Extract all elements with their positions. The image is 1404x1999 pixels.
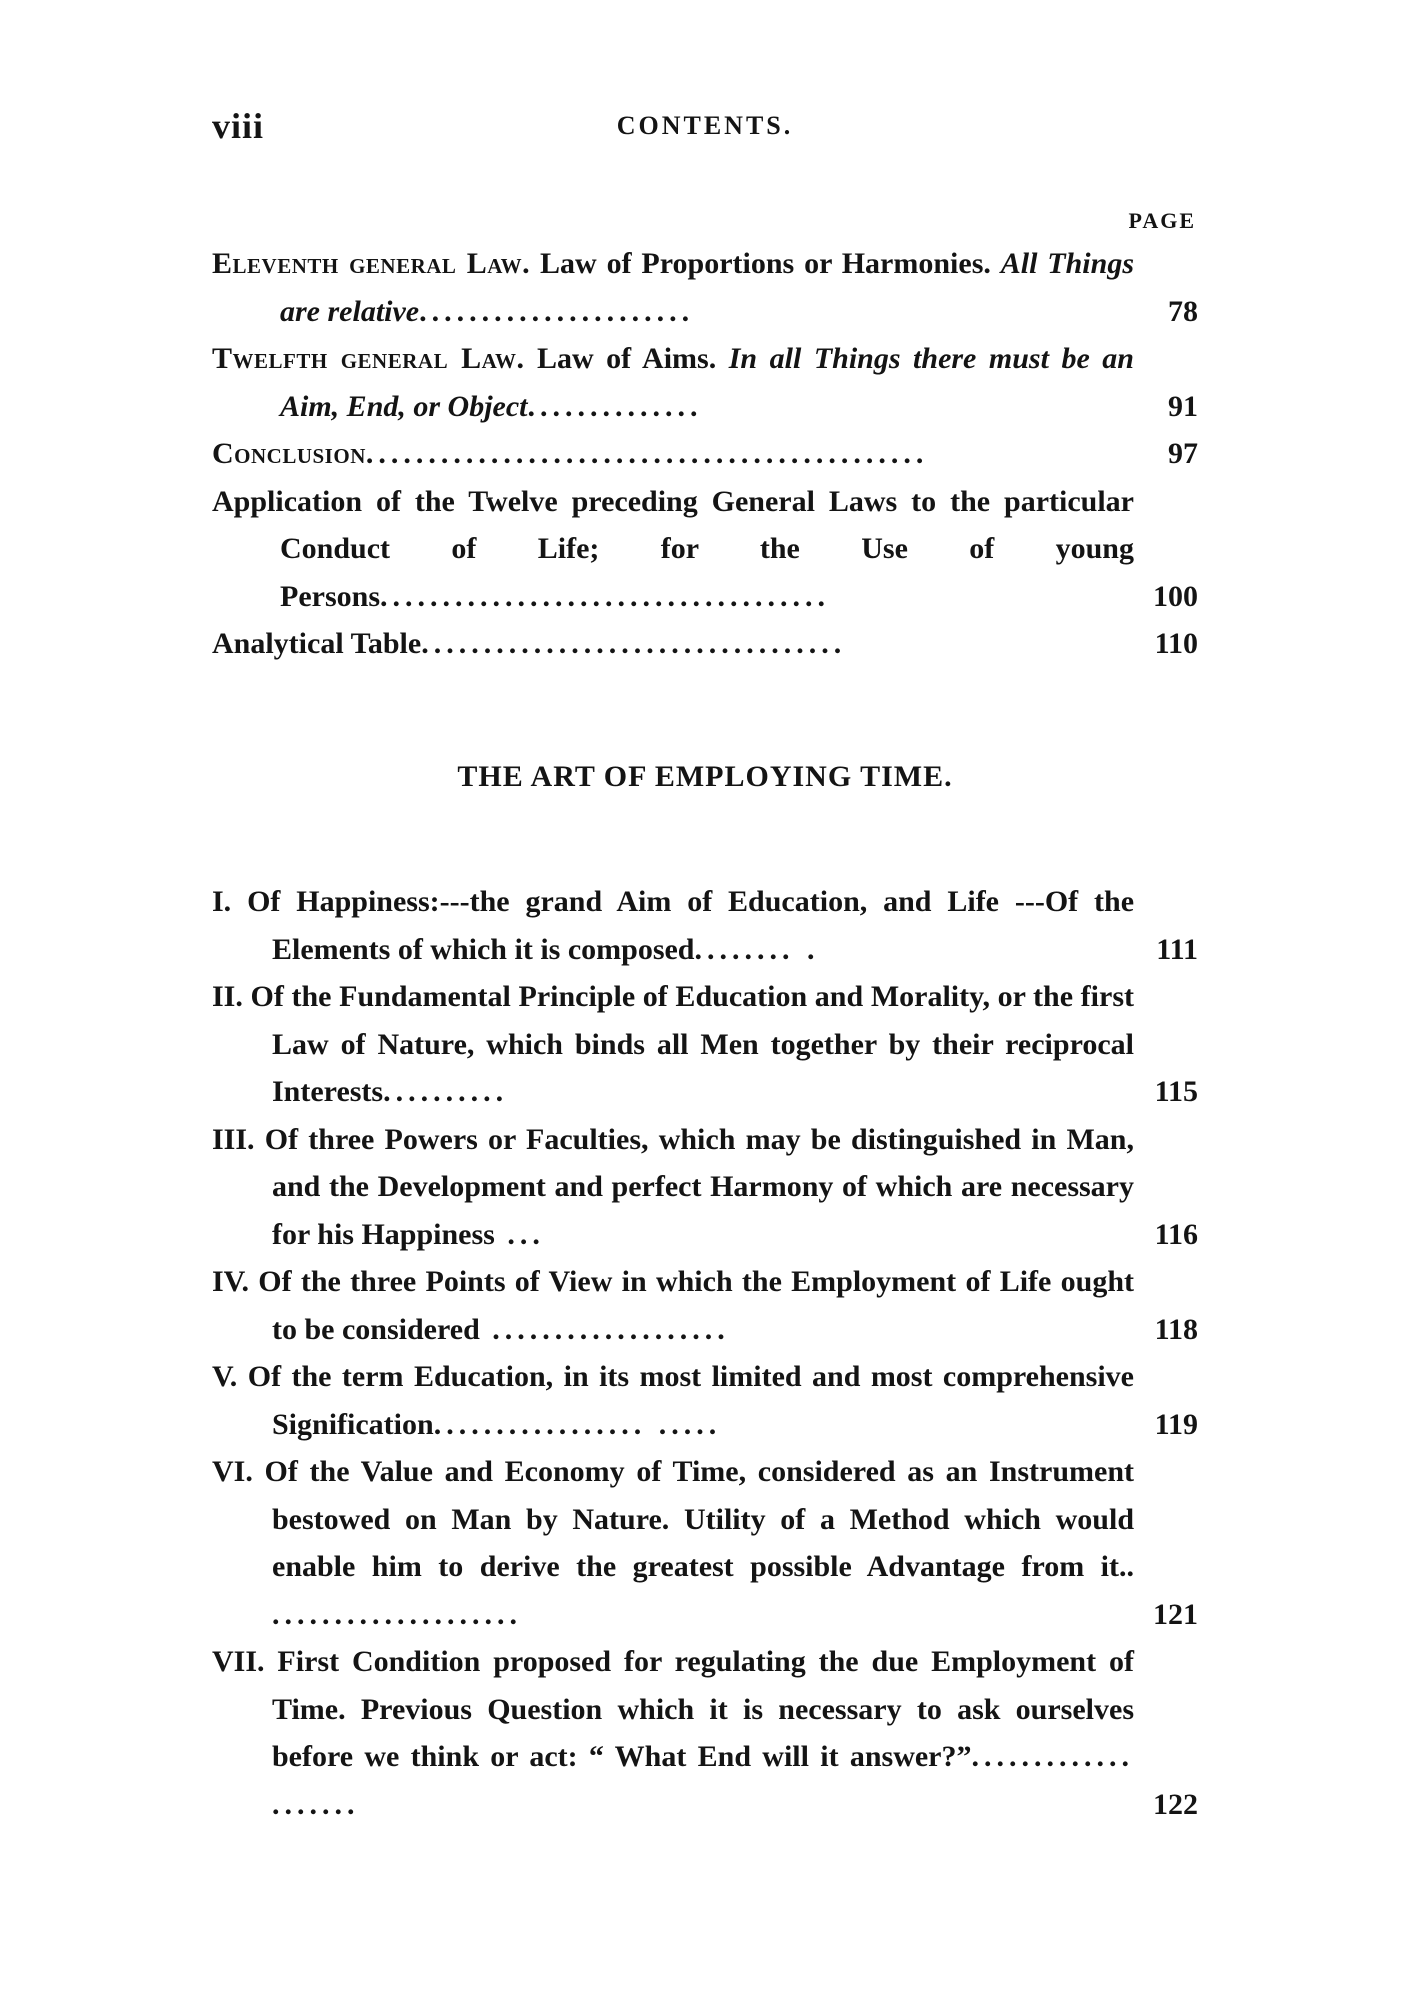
entry-text: Application of the Twelve preceding General Laws to the particular Conduct of Life; for the Use of young Persons bbox=[212, 484, 1134, 613]
entry-page: 116 bbox=[1154, 1217, 1198, 1251]
entry-number: II. bbox=[212, 980, 243, 1013]
page-column-label: PAGE bbox=[1128, 208, 1196, 233]
entry-text: Of the three Points of View in which the Employment of Life ought to be considered bbox=[258, 1265, 1134, 1346]
entry-text: Of the term Education, in its most limited and most comprehensive Signification bbox=[247, 1360, 1135, 1441]
toc-entry-chapter-6 bbox=[212, 1448, 1198, 1638]
entry-page: 118 bbox=[1154, 1312, 1198, 1346]
dot-leader: ........ . bbox=[694, 932, 820, 966]
entry-number: VI. bbox=[212, 1455, 253, 1488]
entry-text: Law of Aims. bbox=[524, 342, 729, 375]
toc-entry-eleventh-law bbox=[212, 240, 1198, 335]
page-number: viii bbox=[212, 106, 265, 146]
entry-page: 121 bbox=[1153, 1597, 1198, 1631]
toc-part-2 bbox=[212, 878, 1198, 1828]
toc-entry-chapter-7 bbox=[212, 1638, 1198, 1828]
entry-italic: All Things are relative bbox=[280, 247, 1135, 328]
running-head bbox=[212, 105, 1198, 145]
entry-page: 122 bbox=[1153, 1787, 1198, 1821]
toc-entry-analytical-table bbox=[212, 620, 1198, 668]
entry-text: Of Happiness:---the grand Aim of Education, and Life ---Of the Elements of which it is composed bbox=[247, 885, 1135, 966]
entry-page: 115 bbox=[1154, 1075, 1198, 1108]
entry-lead: Eleventh general Law. bbox=[212, 247, 531, 280]
entry-text: First Condition proposed for regulating the due Employment of Time. Previous Question which it is necessary to ask ourselves before we think or act: “ What End will it answer?” bbox=[272, 1645, 1135, 1773]
entry-number: V. bbox=[212, 1360, 238, 1393]
toc-entry-chapter-4 bbox=[212, 1258, 1198, 1353]
dot-leader: .............. bbox=[527, 389, 703, 423]
toc-entry-application bbox=[212, 478, 1198, 621]
toc-entry-twelfth-law bbox=[212, 335, 1198, 430]
dot-leader: .................................. bbox=[421, 627, 847, 660]
dot-leader: .................................... bbox=[380, 579, 830, 613]
entry-text: Analytical Table bbox=[212, 627, 422, 660]
section-heading: THE ART OF EMPLOYING TIME. bbox=[457, 760, 953, 793]
dot-leader: ...................... bbox=[419, 294, 695, 328]
toc-entry-conclusion bbox=[212, 430, 1198, 478]
entry-text: Of three Powers or Faculties, which may be distinguished in Man, and the Development and perfect Harmony of which are necessary for his Happiness bbox=[264, 1122, 1134, 1251]
toc-entry-chapter-5 bbox=[212, 1353, 1198, 1448]
dot-leader: ................. ..... bbox=[433, 1407, 722, 1441]
entry-page: 97 bbox=[1168, 437, 1198, 470]
toc-entry-chapter-2 bbox=[212, 973, 1198, 1116]
running-title: CONTENTS. bbox=[616, 111, 794, 140]
entry-number: IV. bbox=[212, 1265, 249, 1298]
entry-page: 78 bbox=[1168, 294, 1198, 328]
dot-leader: ............................................. bbox=[365, 437, 929, 470]
entry-text: Of the Value and Economy of Time, considered as an Instrument bestowed on Man by Nature. Utility of a Method which would enable him to derive the greatest possible Advantage from it.. bbox=[264, 1455, 1134, 1583]
entry-number: VII. bbox=[212, 1645, 265, 1678]
toc-entry-chapter-3 bbox=[212, 1116, 1198, 1259]
entry-page: 91 bbox=[1168, 389, 1198, 423]
entry-page: 111 bbox=[1156, 932, 1198, 966]
entry-lead: Conclusion bbox=[212, 437, 366, 470]
entry-text: Of the Fundamental Principle of Education and Morality, or the first Law of Nature, which binds all Men together by their reciprocal Interests bbox=[250, 980, 1134, 1108]
entry-page: 100 bbox=[1153, 579, 1198, 613]
dot-leader: ............. ....... bbox=[272, 1740, 1134, 1821]
toc-part-1 bbox=[212, 240, 1198, 668]
entry-number: III. bbox=[212, 1122, 255, 1156]
dot-leader: ................... bbox=[479, 1312, 730, 1346]
dot-leader: .................... bbox=[272, 1597, 522, 1631]
entry-page: 119 bbox=[1154, 1407, 1198, 1441]
entry-number: I. bbox=[212, 885, 232, 918]
entry-lead: Twelfth general Law. bbox=[212, 342, 525, 375]
dot-leader: ... bbox=[494, 1217, 545, 1251]
entry-text: Law of Proportions or Harmonies. bbox=[530, 247, 1001, 280]
entry-page: 110 bbox=[1154, 627, 1198, 660]
dot-leader: .......... bbox=[383, 1075, 509, 1108]
entry-italic: In all Things there must be an Aim, End, or Object bbox=[280, 342, 1134, 423]
toc-entry-chapter-1 bbox=[212, 878, 1198, 973]
